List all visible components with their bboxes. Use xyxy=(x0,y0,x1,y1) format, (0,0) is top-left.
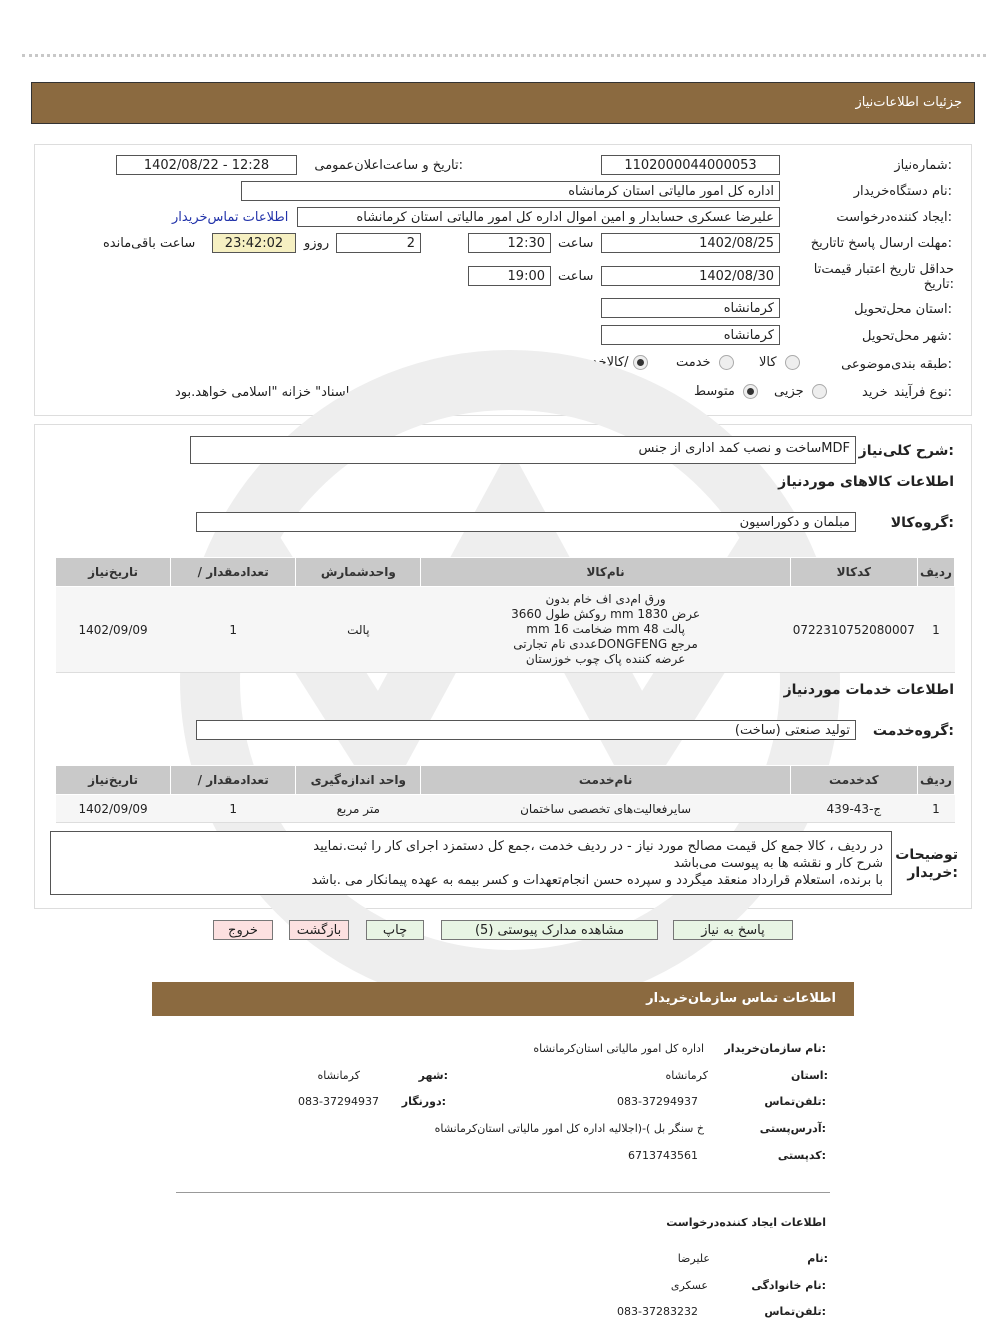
attachments-button[interactable]: مشاهده مدارک پیوستی (5) xyxy=(441,920,658,940)
goods-qty: 1 xyxy=(171,587,296,673)
goods-name-line: روکش طول 3660 mm عرض 1830 xyxy=(511,607,701,621)
top-divider xyxy=(22,54,986,57)
buyer-contact-link[interactable]: اطلاعات تماس‌خریدار xyxy=(172,210,289,225)
service-code: ج-43-439 xyxy=(790,795,917,823)
goods-col-code: کدکالا xyxy=(790,558,917,587)
validity-time-field: 19:00 xyxy=(468,266,551,286)
creator-family-label: نام خانوادگی: xyxy=(751,1279,826,1292)
creator-info-title: اطلاعات ایجاد کننده‌درخواست xyxy=(666,1216,826,1229)
contact-phone-value: 083-37294937 xyxy=(617,1095,698,1108)
buyer-field: اداره کل امور مالیاتی استان کرمانشاه xyxy=(241,181,780,201)
buyer-notes-box xyxy=(50,831,892,895)
service-group-field: تولید صنعتی (ساخت) xyxy=(196,720,856,740)
postal-label: کد‌پستی: xyxy=(777,1149,826,1162)
goods-radio[interactable] xyxy=(785,355,800,370)
remaining-word: ساعت باقی‌مانده xyxy=(103,236,196,251)
goods-name-line: عرضه کننده پاک چوب خوزستان xyxy=(525,652,686,666)
small-label: جزیی xyxy=(774,384,804,399)
service-col-name: نام‌خدمت xyxy=(421,766,790,795)
goods-name-line: ورق ام‌دی اف خام بدون xyxy=(545,592,666,606)
buyer-label: نام دستگاه‌خریدار: xyxy=(853,184,952,199)
contact-city-label: شهر: xyxy=(418,1069,448,1082)
goods-col-qty: / تعدادمقدار xyxy=(171,558,296,587)
payment-option[interactable] xyxy=(175,385,608,400)
contact-phone-label: تلفن‌تماس: xyxy=(764,1095,826,1108)
medium-label: متوسط xyxy=(694,384,735,399)
summary-label: شرح کلی‌نیاز: xyxy=(858,443,954,459)
buyer-notes-label: توضیحات خریدار: xyxy=(895,847,958,881)
contact-province-value: کرمانشاه xyxy=(665,1069,708,1082)
deadline-time-word: ساعت xyxy=(558,236,594,251)
goods-group-label: گروه‌کالا: xyxy=(890,515,954,531)
small-radio[interactable] xyxy=(812,384,827,399)
contact-city-value: کرمانشاه xyxy=(317,1069,360,1082)
process-small-option[interactable] xyxy=(774,384,827,399)
service-group-label: گروه‌خدمت: xyxy=(872,723,954,739)
category-goods-option[interactable] xyxy=(759,355,800,370)
payment-note: پرداخت تمام یا بخشی از مبلغ خرید،از محل اسناد" خزانه "اسلامی خواهد.بود xyxy=(175,385,586,400)
service-col-code: کدخدمت xyxy=(790,766,917,795)
goods-label: کالا xyxy=(759,355,777,370)
creator-family-value: عسکری xyxy=(670,1279,708,1292)
announce-field: 1402/08/22 - 12:28 xyxy=(116,155,297,175)
contact-divider xyxy=(176,1192,830,1193)
contact-title: اطلاعات تماس سازمان‌خریدار xyxy=(646,991,836,1006)
city-field: کرمانشاه xyxy=(601,325,780,345)
service-unit: متر مربع xyxy=(296,795,421,823)
goods-index: 1 xyxy=(917,587,954,673)
service-table-header xyxy=(56,766,955,795)
announce-label: تاریخ و ساعت‌اعلان‌عمومی: xyxy=(314,158,463,173)
goods-unit: پالت xyxy=(296,587,421,673)
goods-col-name: نام‌کالا xyxy=(421,558,790,587)
remaining-time-field: 23:42:02 xyxy=(212,233,296,253)
buyer-note-line: در ردیف ، کالا جمع کل قیمت مصالح مورد نیاز - در ردیف خدمت ،جمع کل دستمزد اجرای کار را ثبت.نمایید xyxy=(313,839,883,854)
goods-table xyxy=(55,557,955,673)
deadline-label: مهلت ارسال ‌پاسخ تا‌تاریخ: xyxy=(810,236,952,251)
address-value: خ سنگر بل )-(اجلالیه اداره کل امور مالیاتی استان‌کرمانشاه xyxy=(434,1122,704,1135)
address-label: آدرس‌پستی: xyxy=(759,1122,826,1135)
validity-time-word: ساعت xyxy=(558,269,594,284)
service-col-unit: واحد اندازه‌گیری xyxy=(296,766,421,795)
buyer-note-line: شرح کار و نقشه ها به پیوست می‌باشد xyxy=(673,856,883,871)
creator-label: ایجاد کننده‌درخواست: xyxy=(836,210,952,225)
days-word: روزو xyxy=(304,236,330,251)
province-label: استان محل‌تحویل: xyxy=(854,302,952,317)
page-title: جزئیات اطلاعات‌نیاز xyxy=(855,95,962,110)
service-col-date: تاریخ‌نیاز xyxy=(56,766,171,795)
service-radio[interactable] xyxy=(719,355,734,370)
service-table xyxy=(55,765,955,823)
contact-header xyxy=(152,982,854,1016)
print-button[interactable]: چاپ xyxy=(366,920,424,940)
days-field: 2 xyxy=(336,233,421,253)
buyer-note-line: با برنده، استعلام قرارداد منعقد میگردد و سپرده حسن انجام‌تعهدات و کسر بیمه به عهده پیمانکار می .باشد xyxy=(311,873,883,888)
service-label: خدمت xyxy=(676,355,711,370)
goods-name xyxy=(421,587,790,673)
table-row xyxy=(56,795,955,823)
need-number-label: شماره‌نیاز: xyxy=(894,158,952,173)
service-col-index: ردیف xyxy=(917,766,954,795)
services-info-title: اطلاعات خدمات موردنیاز xyxy=(783,682,954,698)
process-label: نوع فرآیند: xyxy=(894,385,952,400)
both-radio[interactable] xyxy=(633,355,648,370)
goods-col-date: تاریخ‌نیاز xyxy=(56,558,171,587)
goods-name-line: mm ضخامت 16 mm پالت 48 xyxy=(526,622,685,636)
back-button[interactable]: بازگشت xyxy=(289,920,349,940)
process-medium-option[interactable] xyxy=(694,384,758,399)
creator-field: علیرضا عسکری حسابدار و امین اموال اداره کل امور مالیاتی استان کرمانشاه xyxy=(297,207,780,227)
deadline-time-field: 12:30 xyxy=(468,233,551,253)
goods-group-field: مبلمان و دکوراسیون xyxy=(196,512,856,532)
city-label: شهر محل‌تحویل: xyxy=(862,329,952,344)
validity-date-field: 1402/08/30 xyxy=(601,266,780,286)
validity-label: حداقل تاریخ اعتبار قیمت‌تا تاریخ: xyxy=(813,262,954,292)
service-col-qty: / تعدادمقدار xyxy=(171,766,296,795)
payment-checkbox[interactable] xyxy=(594,386,608,400)
service-date: 1402/09/09 xyxy=(56,795,171,823)
creator-phone-value: 083-37283232 xyxy=(617,1305,698,1318)
need-number-field: 1102000044000053 xyxy=(601,155,780,175)
service-index: 1 xyxy=(917,795,954,823)
province-field: کرمانشاه xyxy=(601,298,780,318)
category-service-option[interactable] xyxy=(676,355,734,370)
goods-code: 0722310752080007 xyxy=(790,587,917,673)
goods-name-line: عددی نام تجارتیDONGFENG مرجع xyxy=(513,637,698,651)
postal-value: 6713743561 xyxy=(628,1149,698,1162)
contact-province-label: استان: xyxy=(790,1069,828,1082)
page-header xyxy=(31,82,975,124)
goods-col-index: ردیف xyxy=(917,558,954,587)
exit-button[interactable]: خروج xyxy=(213,920,273,940)
creator-phone-label: تلفن‌تماس: xyxy=(764,1305,826,1318)
summary-field: ساخت و نصب کمد اداری از جنسMDF xyxy=(190,436,856,464)
category-label: طبقه بندی‌موضوعی: xyxy=(841,357,952,372)
reply-button[interactable]: پاسخ به نیاز xyxy=(673,920,793,940)
goods-date: 1402/09/09 xyxy=(56,587,171,673)
fax-label: دورنگار: xyxy=(401,1095,446,1108)
fax-value: 083-37294937 xyxy=(298,1095,379,1108)
medium-radio[interactable] xyxy=(743,384,758,399)
process-buy-label: خرید xyxy=(862,385,888,400)
category-both-option[interactable] xyxy=(572,355,648,370)
service-name: سایرفعالیت‌های تخصصی ساختمان xyxy=(421,795,790,823)
both-label: کالا‌خدمت/ xyxy=(572,355,629,370)
goods-table-header xyxy=(56,558,955,587)
org-value: اداره کل امور مالیاتی استان‌کرمانشاه xyxy=(533,1042,704,1055)
service-qty: 1 xyxy=(171,795,296,823)
creator-name-label: نام: xyxy=(807,1252,828,1265)
org-label: نام سازمان‌خریدار: xyxy=(724,1042,826,1055)
creator-name-value: علیرضا xyxy=(677,1252,710,1265)
goods-col-unit: واحدشمارش xyxy=(296,558,421,587)
deadline-date-field: 1402/08/25 xyxy=(601,233,780,253)
table-row xyxy=(56,587,955,673)
goods-info-title: اطلاعات کالاهای موردنیاز xyxy=(778,474,954,490)
